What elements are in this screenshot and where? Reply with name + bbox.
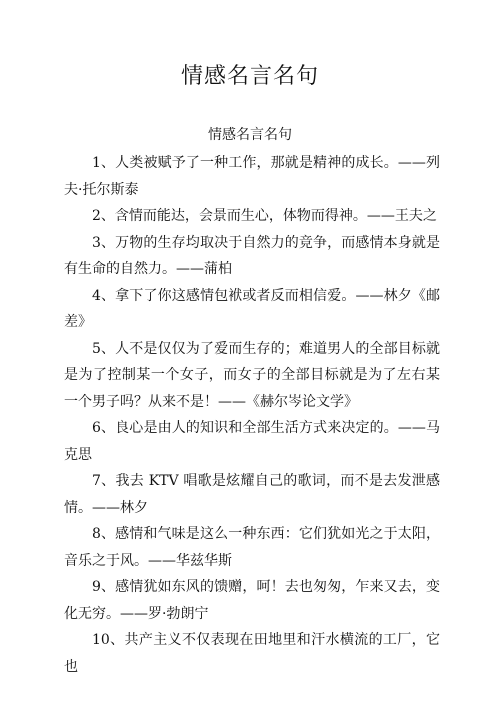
quote-item: 4、拿下了你这感情包袱或者反而相信爱。——林夕《邮差》 <box>64 287 440 330</box>
quote-list <box>64 150 440 680</box>
quote-item: 10、共产主义不仅表现在田地里和汗水横流的工厂，它也 <box>64 632 440 675</box>
quote-item: 3、万物的生存均取决于自然力的竞争，而感情本身就是有生命的自然力。——蒲柏 <box>64 234 440 277</box>
document-subtitle: 情感名言名句 <box>208 127 292 143</box>
quote-item: 7、我去 KTV 唱歌是炫耀自己的歌词，而不是去发泄感情。——林夕 <box>64 473 440 516</box>
quote-item: 6、良心是由人的知识和全部生活方式来决定的。——马克思 <box>64 420 440 463</box>
quote-item: 8、感情和气味是这么一种东西：它们犹如光之于太阳，音乐之于风。——华兹华斯 <box>64 526 440 569</box>
quote-item: 5、人不是仅仅为了爱而生存的；难道男人的全部目标就是为了控制某一个女子，而女子的全部目标就是为了左右某一个男子吗？从来不是！——《赫尔岑论文学》 <box>64 340 440 410</box>
quote-item: 2、含情而能达，会景而生心，体物而得神。——王夫之 <box>92 208 437 224</box>
document-title: 情感名言名句 <box>180 64 319 89</box>
quote-item: 9、感情犹如东风的馈赠，呵！去也匆匆，乍来又去，变化无穷。——罗·勃朗宁 <box>64 579 440 622</box>
quote-item: 1、人类被赋予了一种工作，那就是精神的成长。——列夫·托尔斯泰 <box>64 155 440 198</box>
